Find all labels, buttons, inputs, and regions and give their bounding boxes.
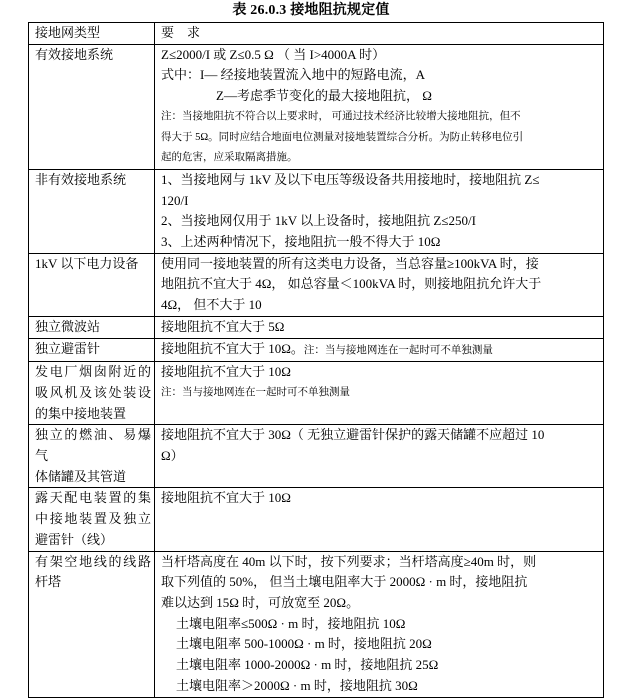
header-label-grid-type: 接地网类型: [35, 25, 101, 40]
requirement-cell: [155, 488, 604, 551]
requirement-line: 接地阻抗不宜大于 10Ω。注：当与接地网连在一起时可不单独测量: [161, 340, 493, 356]
requirement-line: Z—考虑季节变化的最大接地阻抗， Ω: [216, 88, 432, 104]
requirement-line: 当杆塔高度在 40m 以下时，按下列要求；当杆塔高度≥40m 时，则: [161, 553, 537, 569]
grid-type-line: 体储罐及其管道: [35, 468, 127, 484]
header-label-requirement: 要 求: [161, 25, 201, 40]
requirement-line: Z≤2000/I 或 Z≤0.5 Ω （ 当 I>4000A 时）: [161, 46, 386, 62]
grid-type-cell: [29, 338, 155, 362]
requirement-cell: [155, 169, 604, 253]
requirement-line: 土壤电阻率 1000-2000Ω · m 时，接地阻抗 25Ω: [176, 657, 439, 673]
note-line: 起的危害，应采取隔离措施。: [161, 152, 298, 164]
note-line: 注：当接地阻抗不符合以上要求时， 可通过技术经济比较增大接地阻抗，但不: [161, 110, 521, 122]
requirement-line: 3、上述两种情况下，接地阻抗一般不得大于 10Ω: [161, 234, 441, 250]
grid-type-line: 独立避雷针: [35, 340, 101, 356]
grid-type-cell: [29, 169, 155, 253]
grid-type-line: 中接地装置及独立: [35, 511, 151, 527]
table-row: [29, 338, 604, 362]
grid-type-cell: [29, 425, 155, 488]
grounding-impedance-table: [28, 22, 604, 698]
requirement-line: 120/I: [161, 192, 189, 208]
table-row: [29, 169, 604, 253]
requirement-line: 使用同一接地装置的所有这类电力设备，当总容量≥100kVA 时，接: [161, 255, 539, 271]
table-row: [29, 316, 604, 338]
requirement-line: 接地阻抗不宜大于 30Ω（ 无独立避雷针保护的露天储罐不应超过 10: [161, 427, 545, 443]
grid-type-cell: [29, 488, 155, 551]
table-row: [29, 362, 604, 425]
grid-type-line: 吸风机及该处装设: [35, 384, 151, 400]
table-row: [29, 488, 604, 551]
grid-type-line: 有架空地线的线路: [35, 553, 151, 569]
grid-type-cell: [29, 316, 155, 338]
requirement-line: 难以达到 15Ω 时，可放宽至 20Ω。: [161, 594, 360, 610]
table-row: [29, 44, 604, 169]
requirement-line: 1、当接地网与 1kV 及以下电压等级设备共用接地时，接地阻抗 Z≤: [161, 171, 540, 187]
table-row: [29, 425, 604, 488]
requirement-line: 土壤电阻率＞2000Ω · m 时，接地阻抗 30Ω: [176, 677, 418, 693]
header-row: [29, 23, 604, 45]
requirement-line: 接地阻抗不宜大于 10Ω: [161, 364, 291, 380]
grid-type-line: 独立的燃油、易爆气: [35, 427, 151, 464]
grid-type-line: 避雷针（线）: [35, 531, 114, 547]
note-line: 注：当与接地网连在一起时可不单独测量: [161, 386, 350, 398]
requirement-line: 取下列值的 50%， 但当土壤电阻率大于 2000Ω · m 时，接地阻抗: [161, 574, 528, 590]
grid-type-line: 露天配电装置的集: [35, 490, 151, 506]
requirement-cell: [155, 362, 604, 425]
grid-type-line: 发电厂烟囱附近的: [35, 364, 151, 380]
requirement-cell: [155, 338, 604, 362]
page-title: 表 26.0.3 接地阻抗规定值: [232, 3, 390, 18]
note-line: 得大于 5Ω。同时应结合地面电位测量对接地装置综合分析。为防止转移电位引: [161, 131, 524, 143]
requirement-cell: [155, 316, 604, 338]
requirement-line: 式中：I— 经接地装置流入地中的短路电流，A: [161, 67, 425, 83]
requirement-line: 土壤电阻率 500-1000Ω · m 时，接地阻抗 20Ω: [176, 636, 432, 652]
header-cell-requirement: [155, 23, 604, 45]
requirement-line: 4Ω， 但不大于 10: [161, 297, 262, 313]
header-cell-grid-type: [29, 23, 155, 45]
grid-type-cell: [29, 551, 155, 697]
table-row: [29, 253, 604, 316]
requirement-cell: [155, 253, 604, 316]
requirement-line: 接地阻抗不宜大于 5Ω: [161, 318, 285, 334]
requirement-line: 接地阻抗不宜大于 10Ω: [161, 490, 291, 506]
table-row: [29, 551, 604, 697]
grid-type-line: 杆塔: [35, 574, 62, 590]
table-body: [29, 23, 604, 698]
inline-note: 注：当与接地网连在一起时可不单独测量: [303, 344, 493, 356]
grid-type-cell: [29, 362, 155, 425]
grid-type-line: 非有效接地系统: [35, 171, 127, 187]
grid-type-line: 有效接地系统: [35, 46, 114, 62]
requirement-line: 2、当接地网仅用于 1kV 以上设备时，接地阻抗 Z≤250/I: [161, 213, 476, 229]
grid-type-cell: [29, 253, 155, 316]
requirement-cell: [155, 551, 604, 697]
requirement-line: Ω）: [161, 448, 184, 464]
grid-type-cell: [29, 44, 155, 169]
grid-type-line: 的集中接地装置: [35, 405, 127, 421]
grid-type-line: 独立微波站: [35, 318, 101, 334]
requirement-cell: [155, 425, 604, 488]
requirement-line: 土壤电阻率≤500Ω · m 时，接地阻抗 10Ω: [176, 615, 406, 631]
grid-type-line: 1kV 以下电力设备: [35, 255, 139, 271]
requirement-cell: [155, 44, 604, 169]
requirement-line: 地阻抗不宜大于 4Ω， 如总容量＜100kVA 时，则接地阻抗允许大于: [161, 276, 542, 292]
